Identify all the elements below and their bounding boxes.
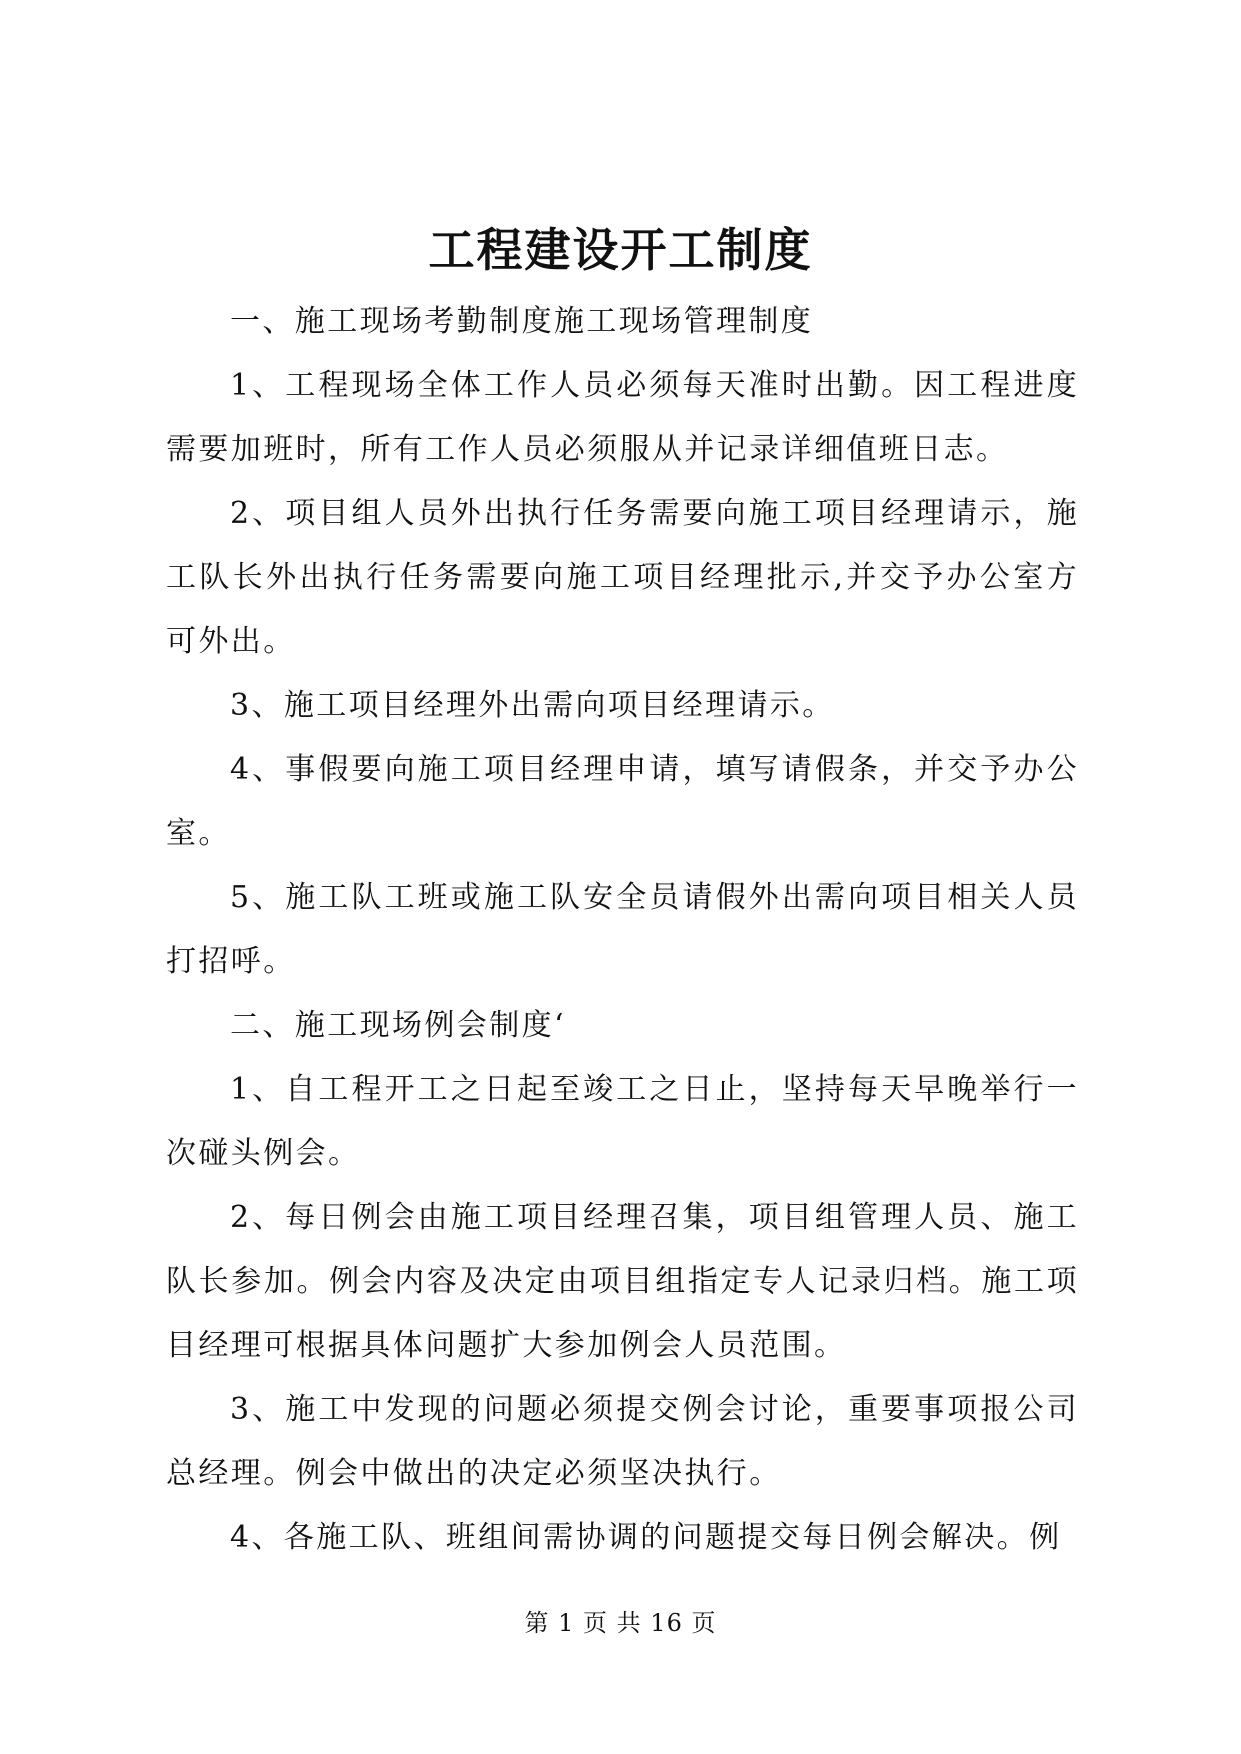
paragraph-section-2-item-4: 4、各施工队、班组间需协调的问题提交每日例会解决。例 (230, 1520, 1062, 1555)
paragraph-section-2-heading: 二、施工现场例会制度‘ (230, 1008, 566, 1043)
paragraph-section-2-item-2: 2、每日例会由施工项目经理召集，项目组管理人员、施工队长参加。例会内容及决定由项目组指定专人记录归档。施工项目经理可根据具体问题扩大参加例会人员范围。 (166, 1200, 1079, 1363)
document-body (166, 290, 1079, 1570)
page-footer: 第 1 页 共 16 页 (524, 1609, 717, 1637)
paragraph-item-4: 4、事假要向施工项目经理申请，填写请假条，并交予办公室。 (166, 752, 1079, 851)
paragraph-section-2-item-1: 1、自工程开工之日起至竣工之日止，坚持每天早晚举行一次碰头例会。 (166, 1072, 1079, 1171)
paragraph-item-3: 3、施工项目经理外出需向项目经理请示。 (230, 688, 835, 723)
paragraph-item-1: 1、工程现场全体工作人员必须每天准时出勤。因工程进度需要加班时，所有工作人员必须服从并记录详细值班日志。 (166, 368, 1079, 467)
paragraph-item-5: 5、施工队工班或施工队安全员请假外出需向项目相关人员打招呼。 (166, 880, 1079, 979)
document-title: 工程建设开工制度 (428, 223, 813, 277)
paragraph-section-1-heading: 一、施工现场考勤制度施工现场管理制度 (230, 304, 814, 339)
paragraph-item-2: 2、项目组人员外出执行任务需要向施工项目经理请示，施工队长外出执行任务需要向施工项目经理批示,并交予办公室方可外出。 (166, 496, 1079, 659)
paragraph-section-2-item-3: 3、施工中发现的问题必须提交例会讨论，重要事项报公司总经理。例会中做出的决定必须坚决执行。 (166, 1392, 1079, 1491)
